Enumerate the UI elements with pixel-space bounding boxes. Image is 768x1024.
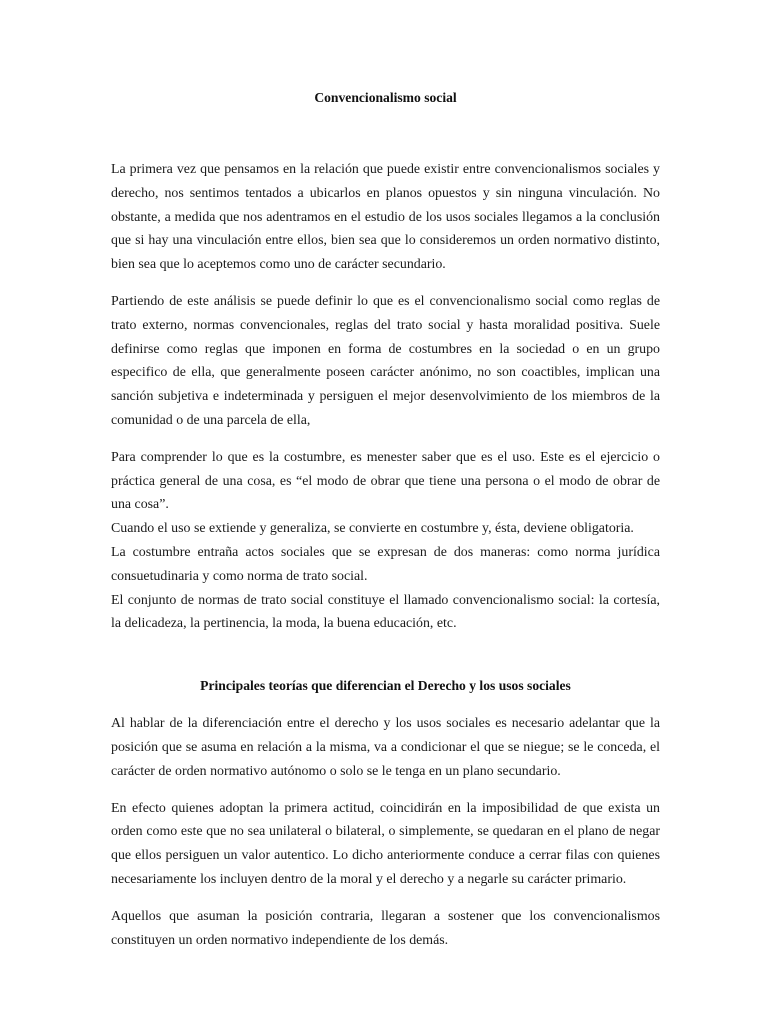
paragraph: La primera vez que pensamos en la relación que puede existir entre convencionalismos sociales y derecho, nos sentimos tentados a ubicarlos en planos opuestos y sin ninguna vinculación. No obstante, a medida que nos adentramos en el estudio de los usos sociales llegamos a la conclusión que si hay una vinculación entre ellos, bien sea que lo consideremos un orden normativo distinto, bien sea que lo aceptemos como uno de carácter secundario.: [111, 162, 660, 273]
section-heading: Principales teorías que diferencian el Derecho y los usos sociales: [200, 678, 571, 694]
paragraph: Partiendo de este análisis se puede definir lo que es el convencionalismo social como reglas de trato externo, normas convencionales, reglas del trato social y hasta moralidad positiva. Suele definirse como reglas que imponen en forma de costumbres en la sociedad o en un grupo especifico de ella, que generalmente poseen carácter anónimo, no son coactibles, implican una sanción subjetiva e indeterminada y persiguen el mejor desenvolvimiento de los miembros de la comunidad o de una parcela de ella,: [111, 293, 660, 428]
document-title: Convencionalismo social: [314, 90, 457, 105]
paragraph: En efecto quienes adoptan la primera actitud, coincidirán en la imposibilidad de que exista un orden como este que no sea unilateral o bilateral, o simplemente, se quedaran en el plano de negar que ellos persiguen un valor autentico. Lo dicho anteriormente conduce a cerrar filas con quienes necesariamente los incluyen dentro de la moral y el derecho y a negarle su carácter primario.: [111, 800, 660, 887]
paragraph: Aquellos que asuman la posición contraria, llegaran a sostener que los convencionalismos constituyen un orden normativo independiente de los demás.: [111, 908, 660, 948]
paragraph: Cuando el uso se extiende y generaliza, se convierte en costumbre y, ésta, deviene obligatoria.: [111, 521, 634, 537]
paragraph: Para comprender lo que es la costumbre, es menester saber que es el uso. Este es el ejercicio o práctica general de una cosa, es “el modo de obrar que tiene una persona o el modo de obrar de una cosa”.: [111, 449, 660, 513]
paragraph: El conjunto de normas de trato social constituye el llamado convencionalismo social: la cortesía, la delicadeza, la pertinencia, la moda, la buena educación, etc.: [111, 592, 660, 632]
section-teorias: [111, 712, 660, 952]
paragraph: Al hablar de la diferenciación entre el derecho y los usos sociales es necesario adelantar que la posición que se asuma en relación a la misma, va a condicionar el que se niegue; se le conceda, el carácter de orden normativo autónomo o solo se le tenga en un plano secundario.: [111, 716, 660, 779]
section-convencionalismo: [111, 158, 660, 636]
paragraph: La costumbre entraña actos sociales que se expresan de dos maneras: como norma jurídica consuetudinaria y como norma de trato social.: [111, 544, 660, 584]
